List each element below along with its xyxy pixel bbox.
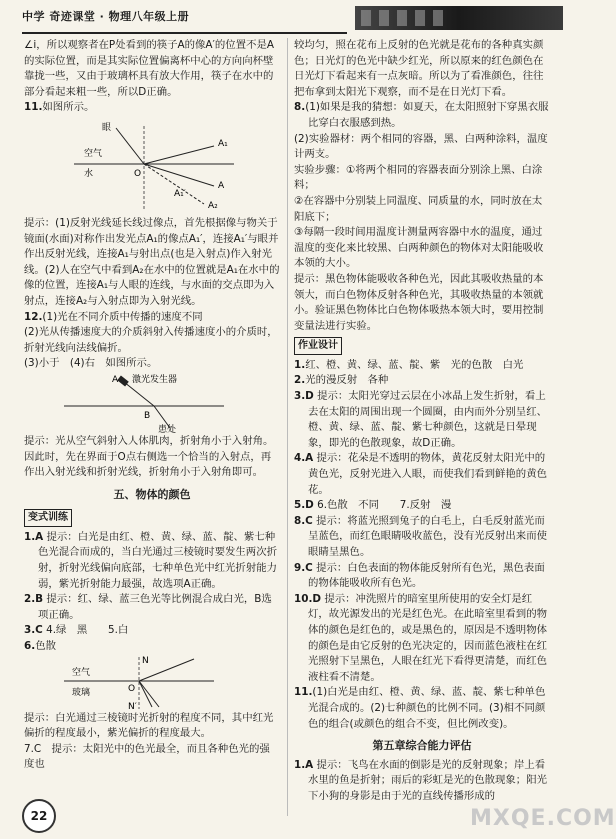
refraction-figure [24, 116, 280, 216]
hint-6: 提示：白光通过三棱镜时光折射的程度不同，其中红光偏折的程度最小，紫光偏折的程度最大。 [24, 711, 274, 740]
header-rule [22, 32, 347, 34]
column-divider [287, 38, 288, 816]
laser-figure [24, 372, 280, 434]
item-6: 6.色散 [24, 640, 56, 653]
hw-11: 11.(1)白光是由红、橙、黄、绿、蓝、靛、紫七种单色光混合成的。(2)七种颜色的比例不同。(3)相不同颜色的组合(或颜色的组合不变，但比例改变)。 [294, 686, 546, 730]
hw-5: 5.D 6.色散 不同 7.反射 漫 [294, 499, 452, 512]
fig2-label-laser: 激光发生器 [132, 374, 178, 385]
q12-line-3: (3)小于 (4)右 如图所示。 [24, 357, 158, 370]
fig1-label-eye: 眼 [102, 122, 112, 133]
hw-2: 2.光的漫反射 各种 [294, 374, 389, 387]
page-header [0, 0, 563, 36]
hw-10: 10.D 提示：冲洗照片的暗室里所使用的安全灯是红灯，故光源发出的光是红色光。在此暗室里看到的物体的颜色是红色的，或是黑色的，原因是不透明物体的颜色是由它反射的色光决定的，因而蓝色液柱在红光照射下呈黑色，人眼在红光下看得更清楚，而红色液柱看不清楚。 [294, 592, 547, 683]
fig1-label-a: A [218, 180, 225, 191]
watermark: MXQE.COM [470, 806, 616, 831]
header-title: 中学 奇迹课堂 · 物理八年级上册 [22, 10, 190, 23]
q8-line-2: (2)实验器材：两个相同的容器，黑、白两种涂料，温度计两支。 [294, 132, 548, 161]
fig1-label-air: 空气 [84, 148, 103, 159]
fig2-label-b: B [144, 410, 151, 421]
q12-line-2: (2)光从传播速度大的介质斜射入传播速度小的介质时，折射光线向法线偏折。 [24, 326, 278, 354]
box-homework: 作业设计 [294, 337, 342, 355]
chapter-assessment-title: 第五章综合能力评估 [372, 739, 472, 753]
right-top-text: 较均匀，照在花布上反射的色光就是花布的各种真实颜色；日光灯的色光中缺少红光，所以原来的红色颜色在日光灯下看起来有一点灰暗。所以为了看准颜色，往往把布拿到太阳光下观察，而不是在日光灯下看。 [294, 39, 544, 98]
item-3: 3.C 4.绿 黑 5.白 [24, 624, 129, 637]
hw-4: 4.A 提示：花朵是不透明的物体，黄花反射太阳光中的黄色光，反射光进入人眼，而使我们看到鲜艳的黄色花。 [294, 452, 547, 496]
fig3-label-o: O [128, 683, 136, 694]
q8-line-6: 提示：黑色物体能吸收各种色光，因此其吸收热量的本领大，而白色物体反射各种色光，其吸收热量的本领就小。验证黑色物体比白色物体吸热本领大时，要用控制变量法进行实验。 [294, 272, 544, 332]
hint-12: 提示：光从空气斜射入人体肌肉，折射角小于入射角。因此时，先在界面于O点右侧选一个恰当的入射点，再作出入射光线和折射光线，折射角小于入射角即可。 [24, 434, 274, 479]
question-8: 8.(1)如果是我的猜想：如夏天，在太阳照射下穿黑衣服比穿白衣服感到热。 [294, 101, 549, 129]
fig1-label-a1: A₁ [218, 138, 228, 149]
hw-9: 9.C 提示：白色表面的物体能反射所有色光，黑色表面的物体能吸收所有色光。 [294, 561, 545, 590]
intro-text: ∠i，所以观察者在P处看到的筷子A的像A′的位置不是A的实际位置，而是其实际位置偏离杯中心的方向向杯壁靠拢一些，又由于玻璃杯具有放大作用，筷子在水中的部分看起来粗一些，所以D正确。 [24, 39, 274, 98]
left-column [24, 38, 280, 773]
header-decoration [355, 6, 563, 30]
hw-1: 1.红、橙、黄、绿、蓝、靛、紫 光的色散 白光 [294, 358, 524, 371]
page-number: 22 [22, 799, 56, 833]
section-title: 五、物体的颜色 [113, 487, 191, 501]
right-column [294, 38, 550, 805]
fig3-label-n: N [142, 655, 149, 666]
assessment-1: 1.A 提示：飞鸟在水面的倒影是光的反射现象；岸上看水里的鱼是折射；雨后的彩虹是光的色散现象；阳光下小狗的身影是由于光的直线传播形成的 [294, 758, 547, 802]
question-7: 7.C 提示：太阳光中的色光最全，而且各种色光的强度也 [24, 742, 270, 771]
fig1-label-a2: A₂ [208, 200, 218, 211]
question-11: 11.如图所示。 [24, 101, 95, 114]
q8-line-4: ②在容器中分别装上同温度、同质量的水，同时放在太阳底下； [294, 194, 543, 223]
fig2-label-affected: 患处 [158, 424, 177, 435]
fig1-label-water: 水 [84, 168, 94, 179]
fig1-label-a1prime: A₁′ [174, 188, 186, 199]
fig3-label-glass: 玻璃 [72, 687, 91, 698]
prism-figure [24, 655, 280, 711]
q8-line-5: ③每隔一段时间用温度计测量两容器中水的温度，通过温度的变化来比较黑、白两种颜色的物体对太阳能吸收本领的大小。 [294, 226, 544, 270]
fig3-label-air: 空气 [72, 667, 91, 678]
hw-3: 3.D 提示：太阳光穿过云层在小冰晶上发生折射，看上去在太阳的周围出现一个圆圈，由内而外分别呈红、橙、黄、绿、蓝、靛、紫七种颜色，这就是日晕现象，即光的色散现象，故D正确。 [294, 390, 547, 449]
fig1-label-o: O [134, 168, 142, 179]
item-2: 2.B 提示：红、绿、蓝三色光等比例混合成白光，B选项正确。 [24, 593, 272, 621]
hw-8: 8.C 提示：将蓝光照到兔子的白毛上，白毛反射蓝光而呈蓝色，而红色眼睛吸收蓝色，没有光反射出来而使眼睛呈黑色。 [294, 514, 547, 558]
hint-11: 提示：(1)反射光线延长线过像点，首先根据像与物关于镜面(水面)对称作出发光点A₁的像点A₁′，连接A₁′与眼并作出反射光线，连接A₁与射出点(也是入射点)作入射光线。(2)人在空气中看到A₂在水中的位置就是A₁在水中的像的位置，连接A₁与人眼的连线，与水面的交点即为入射点，连接A₂与入射点即为入射光线。 [24, 216, 280, 307]
item-1: 1.A 提示：白光是由红、橙、黄、绿、蓝、靛、紫七种色光混合而成的，当白光通过三棱镜时要发生两次折射，折射光线偏向底部，七种单色光中红光折射能力弱，紫光折射能力最强，故选项A正确。 [24, 530, 277, 590]
fig2-label-a: A [112, 374, 119, 385]
q8-line-3: 实验步骤：①将两个相同的容器表面分别涂上黑、白涂料； [294, 163, 543, 192]
question-12: 12.(1)光在不同介质中传播的速度不同 [24, 310, 203, 323]
fig3-label-nprime: N′ [128, 701, 137, 712]
box-variant-training: 变式训练 [24, 509, 72, 527]
